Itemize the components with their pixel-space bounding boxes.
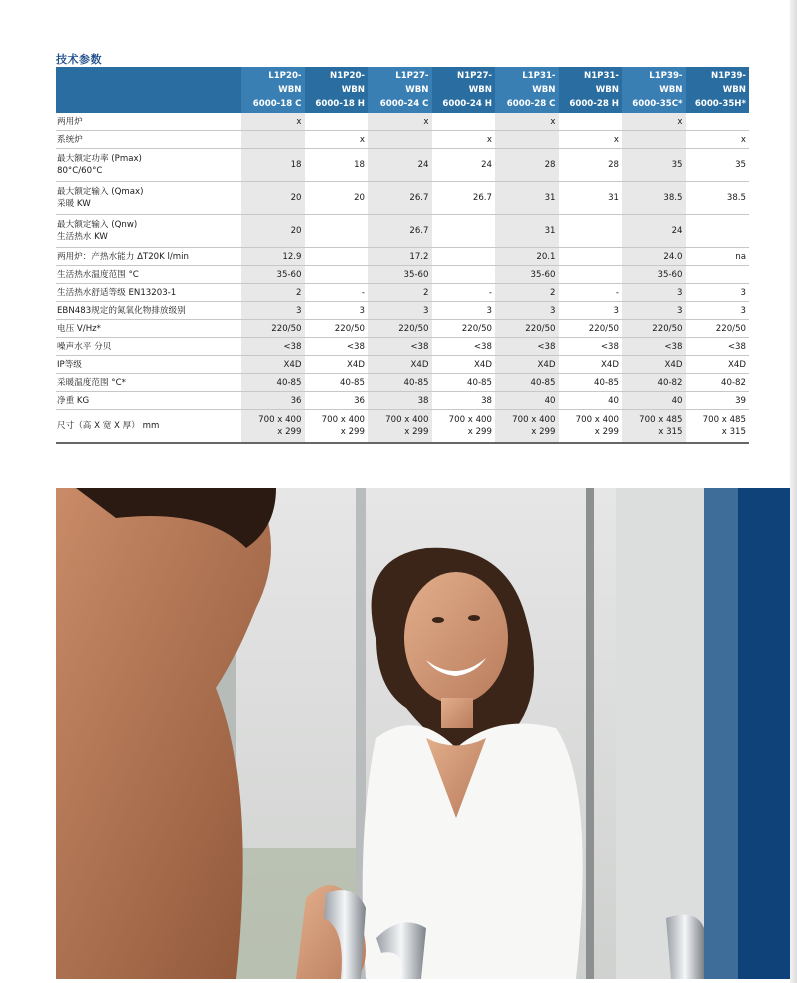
table-cell: 24 [368, 149, 432, 182]
table-row [56, 320, 749, 338]
row-label-text: 电压 V/Hz* [57, 323, 101, 334]
table-row [56, 374, 749, 392]
table-row [56, 266, 749, 284]
table-cell: 3 [305, 302, 369, 320]
row-label [56, 182, 241, 215]
table-row [56, 356, 749, 374]
spec-table [56, 67, 749, 444]
table-cell: 38 [432, 392, 496, 410]
bathroom-mirror-photo [56, 488, 704, 979]
table-cell: 35 [686, 149, 750, 182]
table-cell: 38.5 [686, 182, 750, 215]
table-cell: 2 [495, 284, 559, 302]
table-cell: 12.9 [241, 248, 305, 266]
table-cell [559, 215, 623, 248]
table-cell: 40-85 [241, 374, 305, 392]
row-label-text: 最大额定输入 (Qnw) [57, 220, 138, 230]
row-label-text: 尺寸（高 X 宽 X 厚） mm [57, 421, 160, 431]
column-header: L1P20- WBN 6000-18 C [241, 67, 305, 113]
table-cell: <38 [432, 338, 496, 356]
table-cell: na [686, 248, 750, 266]
table-cell [241, 131, 305, 149]
table-row [56, 392, 749, 410]
table-cell [432, 248, 496, 266]
row-label-text: 两用炉 [57, 116, 83, 127]
row-label [56, 320, 241, 338]
column-header: N1P20- WBN 6000-18 H [305, 67, 369, 113]
page-edge-shadow [790, 0, 797, 983]
column-header: L1P39- WBN 6000-35C* [622, 67, 686, 113]
table-cell: 220/50 [432, 320, 496, 338]
table-cell: x [686, 131, 750, 149]
table-cell [432, 215, 496, 248]
table-cell: 38 [368, 392, 432, 410]
table-cell: 35-60 [622, 266, 686, 284]
table-cell [432, 266, 496, 284]
table-cell: 35 [622, 149, 686, 182]
table-cell: 3 [559, 302, 623, 320]
header-label-cell [56, 67, 241, 113]
table-cell: 40-82 [622, 374, 686, 392]
table-cell: <38 [241, 338, 305, 356]
row-label [56, 215, 241, 248]
table-cell: 3 [686, 302, 750, 320]
table-cell: X4D [495, 356, 559, 374]
row-label [56, 338, 241, 356]
table-cell: x [432, 131, 496, 149]
table-cell: X4D [432, 356, 496, 374]
table-cell: x [368, 113, 432, 131]
column-header: N1P31- WBN 6000-28 H [559, 67, 623, 113]
row-label-text: 系统炉 [57, 134, 83, 145]
table-cell: 24.0 [622, 248, 686, 266]
row-label [56, 284, 241, 302]
table-cell: 40-85 [305, 374, 369, 392]
column-header: N1P39- WBN 6000-35H* [686, 67, 750, 113]
table-cell: 40-85 [368, 374, 432, 392]
table-cell: 700 x 400 x 299 [305, 410, 369, 444]
table-cell: 40 [622, 392, 686, 410]
table-cell: 18 [305, 149, 369, 182]
row-label [56, 302, 241, 320]
table-cell: 220/50 [368, 320, 432, 338]
table-cell [559, 113, 623, 131]
table-cell [686, 266, 750, 284]
table-cell: 20.1 [495, 248, 559, 266]
table-cell: 220/50 [622, 320, 686, 338]
column-header: L1P27- WBN 6000-24 C [368, 67, 432, 113]
row-label-text: 采暖温度范围 °C* [57, 377, 126, 388]
table-cell: <38 [305, 338, 369, 356]
decorative-blue-band [704, 488, 738, 979]
table-cell [305, 248, 369, 266]
row-label [56, 149, 241, 182]
table-cell: <38 [622, 338, 686, 356]
table-cell: - [432, 284, 496, 302]
table-cell: 3 [432, 302, 496, 320]
table-cell: X4D [686, 356, 750, 374]
table-cell: - [559, 284, 623, 302]
table-cell: 700 x 400 x 299 [495, 410, 559, 444]
table-cell: 700 x 485 x 315 [622, 410, 686, 444]
table-cell: 31 [495, 182, 559, 215]
decorative-dark-blue-band [738, 488, 790, 979]
table-row [56, 338, 749, 356]
row-label-text: 最大额定输入 (Qmax) [57, 187, 144, 197]
table-cell: 40-85 [432, 374, 496, 392]
table-cell [305, 266, 369, 284]
table-cell: x [241, 113, 305, 131]
row-label [56, 356, 241, 374]
table-cell: 220/50 [686, 320, 750, 338]
table-cell: x [622, 113, 686, 131]
table-cell: 40 [559, 392, 623, 410]
photo-illustration [56, 488, 704, 979]
row-label-text: 最大额定功率 (Pmax) [57, 154, 142, 164]
table-cell: 2 [368, 284, 432, 302]
row-label-text: 两用炉：产热水能力 ΔT20K l/min [57, 251, 189, 262]
table-cell [559, 248, 623, 266]
column-header: L1P31- WBN 6000-28 C [495, 67, 559, 113]
table-cell: X4D [305, 356, 369, 374]
table-cell: 36 [305, 392, 369, 410]
table-cell [432, 113, 496, 131]
table-cell: 700 x 485 x 315 [686, 410, 750, 444]
table-cell: 35-60 [241, 266, 305, 284]
table-cell: <38 [686, 338, 750, 356]
table-row [56, 284, 749, 302]
table-cell: 35-60 [368, 266, 432, 284]
table-cell: 20 [241, 182, 305, 215]
section-title: 技术参数 [56, 53, 102, 66]
table-cell: 17.2 [368, 248, 432, 266]
table-cell: X4D [241, 356, 305, 374]
table-cell: 28 [495, 149, 559, 182]
table-cell: 3 [622, 302, 686, 320]
table-cell: 26.7 [432, 182, 496, 215]
table-cell: 35-60 [495, 266, 559, 284]
table-cell: 36 [241, 392, 305, 410]
table-row [56, 113, 749, 131]
row-label-text: 生活热水舒适等级 EN13203-1 [57, 287, 177, 298]
table-cell [495, 131, 559, 149]
table-cell [622, 131, 686, 149]
table-cell [305, 113, 369, 131]
row-label-text: 净重 KG [57, 395, 90, 406]
table-cell: 700 x 400 x 299 [559, 410, 623, 444]
row-label [56, 266, 241, 284]
table-cell: 40 [495, 392, 559, 410]
table-cell [686, 113, 750, 131]
table-cell: 28 [559, 149, 623, 182]
table-cell: x [559, 131, 623, 149]
table-cell: 31 [559, 182, 623, 215]
row-label [56, 113, 241, 131]
table-cell: 20 [305, 182, 369, 215]
table-row [56, 248, 749, 266]
row-label-text: 生活热水温度范围 °C [57, 269, 139, 280]
table-cell: 24 [622, 215, 686, 248]
table-row [56, 149, 749, 182]
table-cell: 700 x 400 x 299 [432, 410, 496, 444]
table-cell: 18 [241, 149, 305, 182]
row-label-sub: 生活热水 KW [57, 232, 108, 242]
table-cell [305, 215, 369, 248]
table-cell: 26.7 [368, 215, 432, 248]
table-cell: 40-85 [495, 374, 559, 392]
row-label [56, 374, 241, 392]
table-cell: 3 [622, 284, 686, 302]
row-label [56, 248, 241, 266]
table-row [56, 215, 749, 248]
table-cell: 700 x 400 x 299 [241, 410, 305, 444]
table-cell: 40-85 [559, 374, 623, 392]
row-label-sub: 80°C/60°C [57, 166, 103, 176]
table-cell [559, 266, 623, 284]
table-cell: 3 [241, 302, 305, 320]
table-row [56, 131, 749, 149]
table-cell: 2 [241, 284, 305, 302]
table-row [56, 182, 749, 215]
table-cell: <38 [559, 338, 623, 356]
table-cell: X4D [622, 356, 686, 374]
table-cell [368, 131, 432, 149]
row-label-text: EBN483规定的氮氧化物排放级别 [57, 305, 186, 316]
table-cell [686, 215, 750, 248]
table-cell: x [495, 113, 559, 131]
table-cell: 700 x 400 x 299 [368, 410, 432, 444]
table-cell: 38.5 [622, 182, 686, 215]
column-header: N1P27- WBN 6000-24 H [432, 67, 496, 113]
table-cell: 220/50 [495, 320, 559, 338]
table-cell: <38 [368, 338, 432, 356]
table-row [56, 410, 749, 444]
table-cell: 26.7 [368, 182, 432, 215]
table-cell: 39 [686, 392, 750, 410]
table-cell: 3 [368, 302, 432, 320]
row-label [56, 131, 241, 149]
table-cell: 24 [432, 149, 496, 182]
row-label-text: IP等级 [57, 359, 82, 370]
row-label-sub: 采暖 KW [57, 199, 91, 209]
table-cell: 3 [495, 302, 559, 320]
row-label [56, 410, 241, 444]
table-cell: x [305, 131, 369, 149]
table-cell: - [305, 284, 369, 302]
table-header-row [56, 67, 749, 113]
row-label [56, 392, 241, 410]
table-cell: 20 [241, 215, 305, 248]
table-cell: 40-82 [686, 374, 750, 392]
table-cell: X4D [368, 356, 432, 374]
row-label-text: 噪声水平 分贝 [57, 341, 112, 352]
table-cell: 220/50 [305, 320, 369, 338]
table-cell: X4D [559, 356, 623, 374]
table-cell: 3 [686, 284, 750, 302]
table-cell: <38 [495, 338, 559, 356]
table-row [56, 302, 749, 320]
table-cell: 31 [495, 215, 559, 248]
table-cell: 220/50 [241, 320, 305, 338]
table-cell: 220/50 [559, 320, 623, 338]
